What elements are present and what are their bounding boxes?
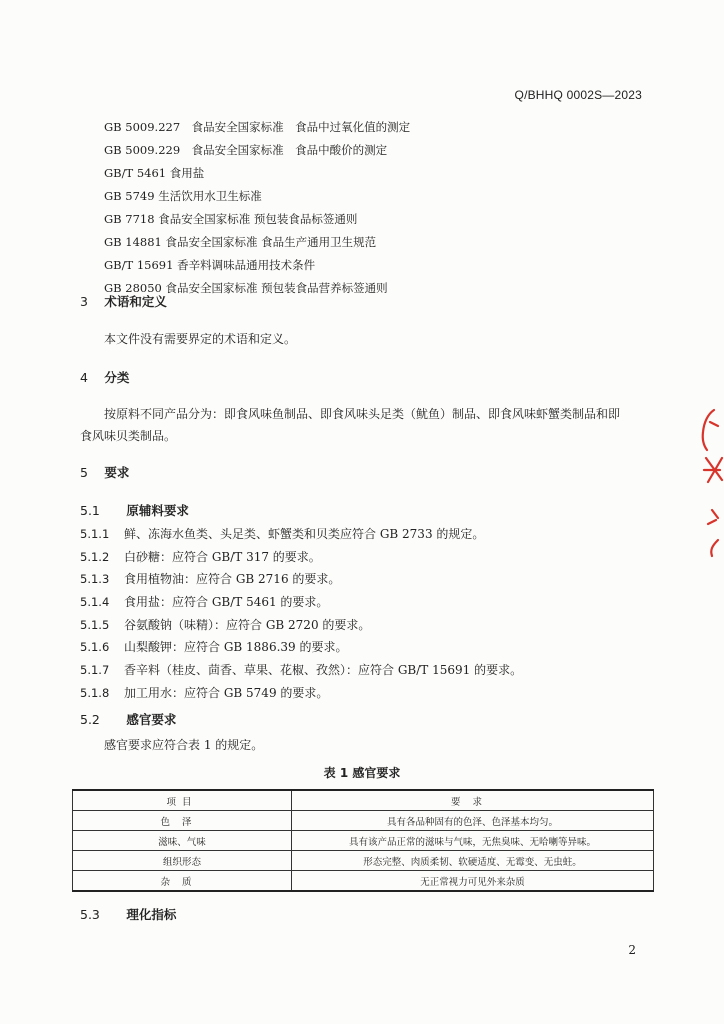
table-cell: 色泽 (73, 811, 292, 831)
table-cell: 具有各品种固有的色泽、色泽基本均匀。 (292, 811, 654, 831)
raw-material-requirements (80, 525, 522, 707)
section-title: 要求 (104, 465, 130, 480)
requirement-text: 白砂糖：应符合 GB/T 317 的要求。 (124, 549, 321, 564)
requirement-item (80, 684, 522, 707)
reference-list (104, 118, 410, 302)
section-heading-5-3 (80, 905, 176, 923)
requirement-number: 5.1.2 (80, 549, 110, 564)
requirement-item (80, 525, 522, 548)
requirement-item (80, 570, 522, 593)
reference-item: GB 5009.229 食品安全国家标准 食品中酸价的测定 (104, 143, 388, 157)
section-number: 3 (80, 294, 88, 309)
table-cell: 杂质 (73, 871, 292, 892)
requirement-number: 5.1.8 (80, 685, 110, 700)
section-heading-3 (80, 292, 167, 310)
requirement-text: 谷氨酸钠（味精）：应符合 GB 2720 的要求。 (124, 617, 371, 632)
section-heading-5-1 (80, 501, 189, 519)
section-heading-4 (80, 368, 129, 386)
section-number: 5 (80, 465, 88, 480)
requirement-number: 5.1.7 (80, 663, 110, 678)
table-header-cell: 要求 (292, 790, 654, 811)
section-number: 4 (80, 370, 88, 385)
reference-item: GB 5009.227 食品安全国家标准 食品中过氧化值的测定 (104, 120, 411, 134)
section-title: 感官要求 (126, 712, 177, 727)
reference-item: GB 14881 食品安全国家标准 食品生产通用卫生规范 (104, 235, 377, 249)
section-heading-5-2 (80, 710, 176, 728)
reference-item: GB 5749 生活饮用水卫生标准 (104, 189, 262, 203)
reference-item: GB 28050 食品安全国家标准 预包装食品营养标签通则 (104, 281, 388, 295)
table-row (73, 811, 654, 831)
section-title: 分类 (104, 370, 130, 385)
requirement-number: 5.1.6 (80, 640, 110, 655)
reference-item: GB 7718 食品安全国家标准 预包装食品标签通则 (104, 212, 358, 226)
requirement-text: 食用盐：应符合 GB/T 5461 的要求。 (124, 595, 329, 610)
reference-item: GB/T 5461 食用盐 (104, 166, 205, 180)
table-row (73, 851, 654, 871)
section-heading-5 (80, 463, 129, 481)
section-title: 理化指标 (126, 907, 177, 922)
document-code: Q/BHHQ 0002S—2023 (514, 88, 642, 102)
sensory-requirements-table (72, 789, 654, 892)
section-4-text-line2: 食风味贝类制品。 (80, 429, 177, 443)
page-number: 2 (628, 943, 636, 957)
section-number: 5.3 (80, 907, 100, 922)
table-cell: 具有该产品正常的滋味与气味，无焦臭味、无哈喇等异味。 (292, 831, 654, 851)
seal-stamp-fragment (698, 400, 724, 560)
table-cell: 形态完整、肉质柔韧、软硬适度、无霉变、无虫蛀。 (292, 851, 654, 871)
requirement-item (80, 661, 522, 684)
table-title: 表 1 感官要求 (323, 766, 401, 780)
table-header-cell: 项目 (73, 790, 292, 811)
requirement-number: 5.1.4 (80, 595, 110, 610)
requirement-text: 食用植物油：应符合 GB 2716 的要求。 (124, 572, 341, 587)
table-cell: 滋味、气味 (73, 831, 292, 851)
section-number: 5.1 (80, 503, 100, 518)
table-header-row (73, 790, 654, 811)
requirement-item (80, 638, 522, 661)
requirement-item (80, 616, 522, 639)
requirement-number: 5.1.3 (80, 572, 110, 587)
section-number: 5.2 (80, 712, 100, 727)
table-cell: 无正常视力可见外来杂质 (292, 871, 654, 892)
requirement-text: 加工用水：应符合 GB 5749 的要求。 (124, 685, 329, 700)
section-title: 原辅料要求 (126, 503, 189, 518)
requirement-number: 5.1.5 (80, 617, 110, 632)
requirement-text: 香辛料（桂皮、茴香、草果、花椒、孜然）：应符合 GB/T 15691 的要求。 (124, 663, 523, 678)
requirement-text: 山梨酸钾：应符合 GB 1886.39 的要求。 (124, 640, 348, 655)
table-cell: 组织形态 (73, 851, 292, 871)
requirement-number: 5.1.1 (80, 527, 110, 541)
table-row (73, 831, 654, 851)
reference-item: GB/T 15691 香辛料调味品通用技术条件 (104, 258, 316, 272)
section-5-2-text: 感官要求应符合表 1 的规定。 (104, 738, 264, 752)
section-4-text-line1: 按原料不同产品分为：即食风味鱼制品、即食风味头足类（鱿鱼）制品、即食风味虾蟹类制品和即 (104, 407, 621, 421)
section-3-text: 本文件没有需要界定的术语和定义。 (104, 332, 297, 346)
requirement-item (80, 548, 522, 571)
section-title: 术语和定义 (104, 294, 167, 309)
requirement-item (80, 593, 522, 616)
requirement-text: 鲜、冻海水鱼类、头足类、虾蟹类和贝类应符合 GB 2733 的规定。 (124, 527, 485, 541)
table-row (73, 871, 654, 892)
